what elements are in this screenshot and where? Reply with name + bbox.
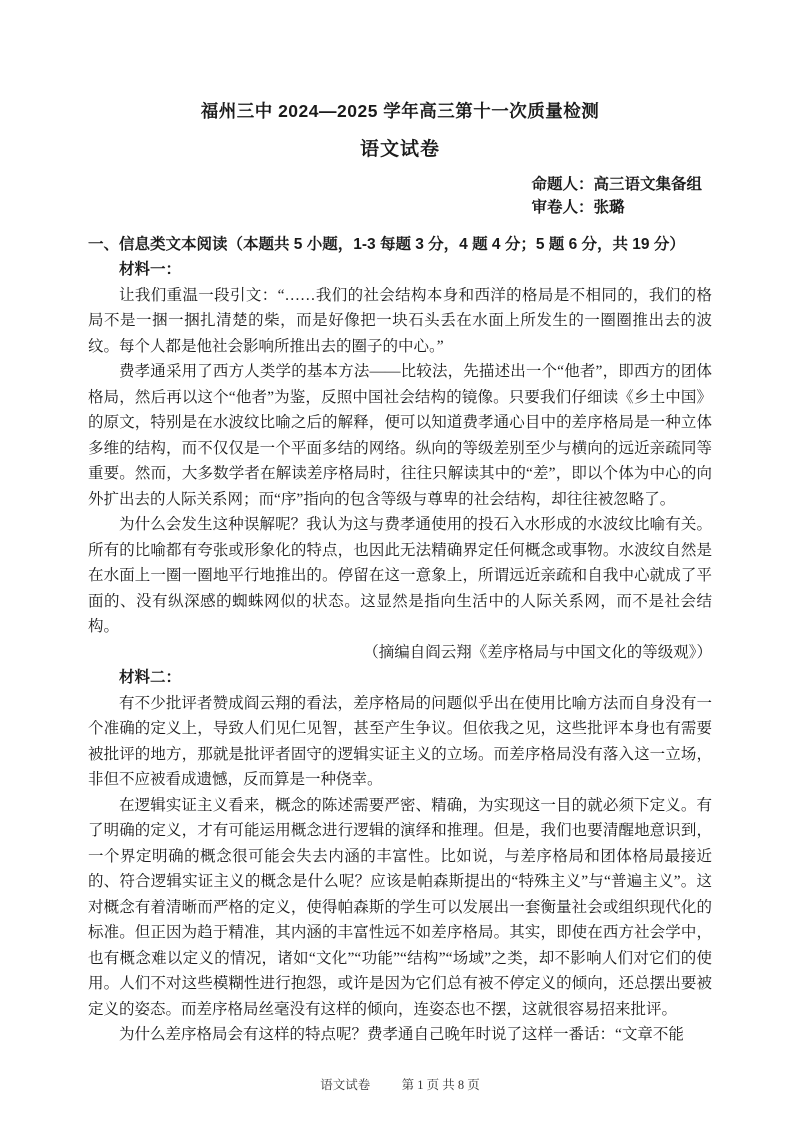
material-one-label: 材料一： <box>119 261 182 278</box>
paper-subject-title: 语文试卷 <box>359 139 440 160</box>
material-one-paragraph-1: 让我们重温一段引文：“……我们的社会结构本身和西洋的格局是不相同的，我们的格局不是一捆一捆扎清楚的柴，而是好像把一块石头丢在水面上所发生的一圈圈推出去的波纹。每个人都是他社会影响所推出去的圈子的中心。” <box>88 286 712 355</box>
material-two-label: 材料二： <box>119 669 182 686</box>
material-one-paragraph-2: 费孝通采用了西方人类学的基本方法——比较法，先描述出一个“他者”，即西方的团体格局，然后再以这个“他者”为鉴，反照中国社会结构的镜像。只要我们仔细读《乡土中国》的原文，特别是在水波纹比喻之后的解释，便可以知道费孝通心目中的差序格局是一种立体多维的结构，而不仅仅是一个平面多结的网络。纵向的等级差别至少与横向的远近亲疏同等重要。然而，大多数学者在解读差序格局时，往往只解读其中的“差”，即以个体为中心的向外扩出去的人际关系网；而“序”指向的包含等级与尊卑的社会结构，却往往被忽略了。 <box>88 363 712 508</box>
footer-doc-name: 语文试卷 <box>320 1078 371 1092</box>
setter-line: 命题人：高三语文集备组 <box>531 176 702 193</box>
material-two-paragraph-2: 在逻辑实证主义看来，概念的陈述需要严密、精确，为实现这一目的就必须下定义。有了明确的定义，才有可能运用概念进行逻辑的演绎和推理。但是，我们也要清醒地意识到，一个界定明确的概念很可能会失去内涵的丰富性。比如说，与差序格局和团体格局最接近的、符合逻辑实证主义的概念是什么呢？应该是帕森斯提出的“特殊主义”与“普遍主义”。这对概念有着清晰而严格的定义，使得帕森斯的学生可以发展出一套衡量社会或组织现代化的标准。但正因为趋于精准，其内涵的丰富性远不如差序格局。其实，即使在西方社会学中，也有概念难以定义的情况，诸如“文化”“功能”“结构”“场域”之类，却不影响人们对它们的使用。人们不对这些模糊性进行抱怨，或许是因为它们总有被不停定义的倾向，还总摆出要被定义的姿态。而差序格局丝毫没有这样的倾向，连姿态也不摆，这就很容易招来批评。 <box>88 796 712 1018</box>
material-two-paragraph-3: 为什么差序格局会有这样的特点呢？费孝通自己晚年时说了这样一番话：“文章不能 <box>119 1026 684 1043</box>
material-two <box>88 665 712 1048</box>
material-one-paragraph-3: 为什么会发生这种误解呢？我认为这与费孝通使用的投石入水形成的水波纹比喻有关。所有的比喻都有夸张或形象化的特点，也因此无法精确界定任何概念或事物。水波纹自然是在水面上一圈一圈地平行地推出的。停留在这一意象上，所谓远近亲疏和自我中心就成了平面的、没有纵深感的蜘蛛网似的状态。这显然是指向生活中的人际关系网，而不是社会结构。 <box>88 516 712 635</box>
footer-page-info: 第 1 页 共 8 页 <box>401 1078 480 1092</box>
material-one-attribution: （摘编自阎云翔《差序格局与中国文化的等级观》） <box>363 643 712 661</box>
credits-block <box>531 173 702 219</box>
material-two-paragraph-1: 有不少批评者赞成阎云翔的看法，差序格局的问题似乎出在使用比喻方法而自身没有一个准确的定义上，导致人们见仁见智，甚至产生争议。但依我之见，这些批评本身也有需要被批评的地方，那就是批评者固守的逻辑实证主义的立场。而差序格局没有落入这一立场，非但不应被看成遗憾，反而算是一种侥幸。 <box>88 694 712 788</box>
section-one-heading: 一、信息类文本阅读（本题共 5 小题，1-3 每题 3 分，4 题 4 分；5 题 6 分，共 19 分） <box>88 236 685 253</box>
paper-header <box>88 98 712 219</box>
reviewer-line: 审卷人：张璐 <box>531 199 625 216</box>
page-footer <box>0 1075 800 1093</box>
exam-session-title: 福州三中 2024—2025 学年高三第十一次质量检测 <box>200 101 600 121</box>
material-one <box>88 257 712 665</box>
